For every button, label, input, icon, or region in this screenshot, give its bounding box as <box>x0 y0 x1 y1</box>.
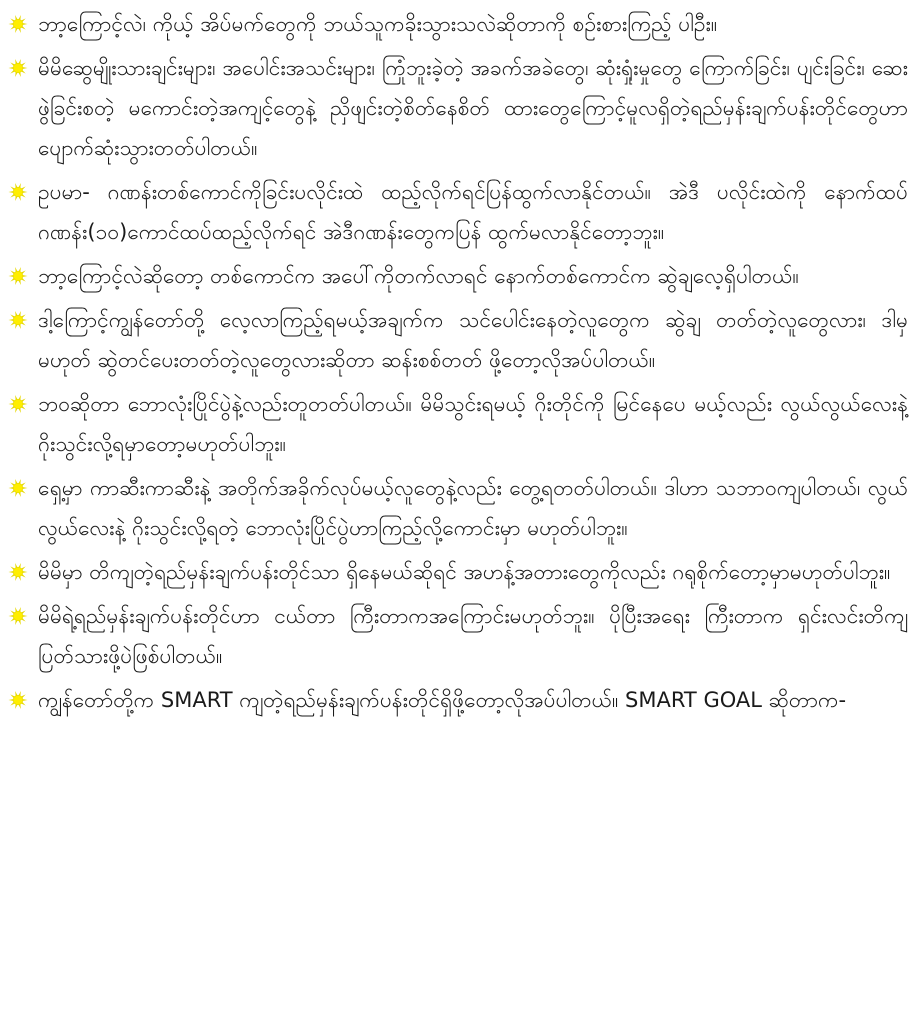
sun-burst-icon <box>8 310 28 330</box>
list-item-text: ဥပမာ- ဂဏန်းတစ်ကောင်ကိုခြင်းပလိုင်းထဲ ထည့်လိုက်ရင်ပြန်ထွက်လာနိုင်တယ်။ အဲဒီ ပလိုင်းထဲကို နောက်ထပ် ဂဏန်း(၁၀)ကောင်ထပ်ထည့်လိုက်ရင် အဲဒီဂဏန်းတွေကပြန် ထွက်မလာနိုင်တော့ဘူး။ <box>38 180 908 244</box>
list-item <box>4 552 908 592</box>
list-item <box>4 596 908 676</box>
list-item-text: မိမိမှာ တိကျတဲ့ရည်မှန်းချက်ပန်းတိုင်သာ ရှိနေမယ်ဆိုရင် အဟန့်အတားတွေကိုလည်း ဂရုစိုက်တော့မှာမဟုတ်ပါဘူး။ <box>38 560 891 584</box>
sun-burst-icon <box>8 266 28 286</box>
list-item-text: ရှေ့မှာ ကာဆီးကာဆီးနဲ့ အတိုက်အခိုက်လုပ်မယ့်လူတွေနဲ့လည်း တွေ့ရတတ်ပါတယ်။ ဒါဟာ သဘာဝကျပါတယ်၊ လွယ်လွယ်လေးနဲ့ ဂိုးသွင်းလို့ရတဲ့ ဘောလုံးပြိုင်ပွဲဟာကြည့်လို့ကောင်းမှာ မဟုတ်ပါဘူး။ <box>38 476 908 540</box>
list-item-text: ဘာ့ကြောင့်လဲ၊ ကိုယ့် အိပ်မက်တွေကို ဘယ်သူကခိုးသွားသလဲဆိုတာကို စဉ်းစားကြည့် ပါဦး။ <box>38 12 718 36</box>
list-item <box>4 4 908 44</box>
sun-burst-icon <box>8 690 28 710</box>
list-item <box>4 468 908 548</box>
list-item-text: ဘာ့ကြောင့်လဲဆိုတော့ တစ်ကောင်က အပေါ်ကိုတက်လာရင် နောက်တစ်ကောင်က ဆွဲချလေ့ရှိပါတယ်။ <box>38 264 799 288</box>
list-item-text: ဘဝဆိုတာ ဘောလုံးပြိုင်ပွဲနဲ့လည်းတူတတ်ပါတယ်။ မိမိသွင်းရမယ့် ဂိုးတိုင်ကို မြင်နေပေ မယ့်လည်း လွယ်လွယ်လေးနဲ့ ဂိုးသွင်းလို့ရမှာတော့မဟုတ်ပါဘူး။ <box>38 392 908 456</box>
list-item <box>4 256 908 296</box>
sun-burst-icon <box>8 606 28 626</box>
sun-burst-icon <box>8 58 28 78</box>
list-item <box>4 680 908 720</box>
sun-burst-icon <box>8 394 28 414</box>
list-item-text: ဒါ့ကြောင့်ကျွန်တော်တို့ လေ့လာကြည့်ရမယ့်အချက်က သင်ပေါင်းနေတဲ့လူတွေက ဆွဲချ တတ်တဲ့လူတွေလား၊ ဒါမှမဟုတ် ဆွဲတင်ပေးတတ်တဲ့လူတွေလားဆိုတာ ဆန်းစစ်တတ် ဖို့တော့လိုအပ်ပါတယ်။ <box>38 308 908 372</box>
list-item-text: မိမိဆွေမျိုးသားချင်းများ၊ အပေါင်းအသင်းများ၊ ကြုံဘူးခဲ့တဲ့ အခက်အခဲတွေ၊ ဆုံးရှုံးမှုတွေ ကြောက်ခြင်း၊ ပျင်းခြင်း၊ ဆေးဖွဲခြင်းစတဲ့ မကောင်းတဲ့အကျင့်တွေနဲ့ ညှိဖျင်းတဲ့စိတ်နေစိတ် ထားတွေကြောင့်မူလရှိတဲ့ရည်မှန်းချက်ပန်းတိုင်တွေဟာ ပျောက်ဆုံးသွားတတ်ပါတယ်။ <box>38 56 908 160</box>
bullet-list <box>4 4 908 720</box>
sun-burst-icon <box>8 182 28 202</box>
list-item <box>4 172 908 252</box>
list-item <box>4 384 908 464</box>
sun-burst-icon <box>8 562 28 582</box>
list-item <box>4 300 908 380</box>
sun-burst-icon <box>8 478 28 498</box>
sun-burst-icon <box>8 14 28 34</box>
list-item-text: မိမိရဲ့ရည်မှန်းချက်ပန်းတိုင်ဟာ ငယ်တာ ကြီးတာကအကြောင်းမဟုတ်ဘူး။ ပိုပြီးအရေး ကြီးတာက ရှင်းလင်းတိကျပြတ်သားဖို့ပဲဖြစ်ပါတယ်။ <box>38 604 908 668</box>
list-item-text: ကျွန်တော်တို့က SMART ကျတဲ့ရည်မှန်းချက်ပန်းတိုင်ရှိဖို့တော့လိုအပ်ပါတယ်။ SMART GOAL ဆိုတာက- <box>38 688 847 712</box>
list-item <box>4 48 908 168</box>
